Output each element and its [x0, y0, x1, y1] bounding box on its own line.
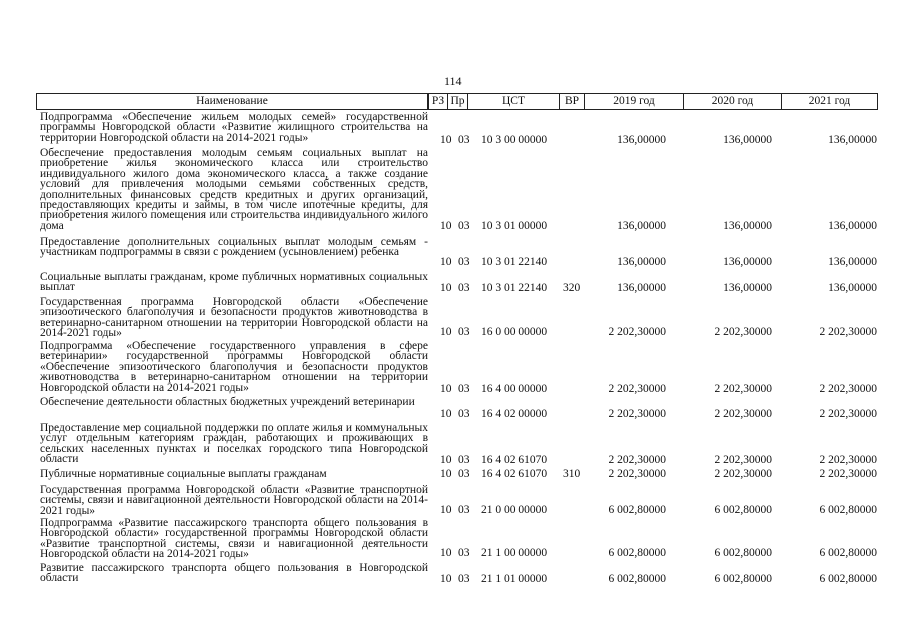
row-value-2019: 2 202,30000	[608, 408, 666, 420]
row-rz: 10	[440, 504, 452, 516]
row-value-2019: 136,00000	[617, 220, 666, 232]
row-name: Предоставление мер социальной поддержки по оплате жилья и коммунальных услуг отдельным категориям граждан, работающих и проживающих в сельских населенных пунктах и поселках городского типа Новгородской области	[40, 422, 428, 466]
row-value-2021: 6 002,80000	[819, 573, 877, 585]
row-value-2021: 136,00000	[828, 282, 877, 294]
row-rz: 10	[440, 326, 452, 338]
row-rz: 10	[440, 220, 452, 232]
row-cst: 21 1 00 00000	[481, 547, 548, 559]
col-header-pr: Пр	[447, 93, 468, 110]
row-vr: 310	[563, 468, 581, 480]
page-number: 114	[444, 74, 462, 88]
row-cst: 21 1 01 00000	[481, 573, 548, 585]
row-pr: 03	[458, 547, 470, 559]
row-value-2021: 136,00000	[828, 134, 877, 146]
row-value-2021: 2 202,30000	[819, 408, 877, 420]
col-header-vr: ВР	[559, 93, 585, 110]
row-rz: 10	[440, 547, 452, 559]
row-cst: 10 3 00 00000	[481, 134, 548, 146]
row-pr: 03	[458, 504, 470, 516]
row-pr: 03	[458, 468, 470, 480]
row-value-2021: 136,00000	[828, 256, 877, 268]
row-value-2020: 2 202,30000	[714, 408, 772, 420]
row-pr: 03	[458, 408, 470, 420]
row-value-2020: 2 202,30000	[714, 468, 772, 480]
row-pr: 03	[458, 326, 470, 338]
row-value-2021: 6 002,80000	[819, 547, 877, 559]
row-rz: 10	[440, 408, 452, 420]
row-pr: 03	[458, 282, 470, 294]
row-value-2020: 6 002,80000	[714, 547, 772, 559]
row-rz: 10	[440, 468, 452, 480]
row-value-2020: 2 202,30000	[714, 326, 772, 338]
row-value-2020: 6 002,80000	[714, 504, 772, 516]
row-pr: 03	[458, 256, 470, 268]
row-cst: 10 3 01 22140	[481, 256, 548, 268]
row-rz: 10	[440, 134, 452, 146]
row-value-2019: 2 202,30000	[608, 326, 666, 338]
row-name: Обеспечение деятельности областных бюджетных учреждений ветеринарии	[40, 396, 415, 408]
col-header-cst: ЦСТ	[467, 93, 560, 110]
row-value-2021: 2 202,30000	[819, 326, 877, 338]
row-pr: 03	[458, 383, 470, 395]
row-cst: 16 4 02 61070	[481, 454, 548, 466]
row-name: Государственная программа Новгородской области «Развитие транспортной системы, связи и навигационной деятельности Новгородской области на 2014-2021 годы»	[40, 484, 428, 517]
row-pr: 03	[458, 220, 470, 232]
row-cst: 16 0 00 00000	[481, 326, 548, 338]
row-name: Подпрограмма «Обеспечение государственного управления в сфере ветеринарии» государственной программы Новгородской области «Обеспечение эпизоотического благополучия и безопасности продуктов животноводства в ветеринарно-санитарном отношении на территории Новгородской области на 2014-2021 годы»	[40, 340, 428, 394]
row-value-2021: 136,00000	[828, 220, 877, 232]
row-value-2019: 2 202,30000	[608, 454, 666, 466]
row-name: Подпрограмма «Развитие пассажирского транспорта общего пользования в Новгородской области» государственной программы Новгородской области «Развитие транспортной системы, связи и навигационной деятельности Новгородской области на 2014-2021 годы»	[40, 517, 428, 561]
row-cst: 16 4 02 00000	[481, 408, 548, 420]
col-header-2019: 2019 год	[584, 93, 684, 110]
row-name: Государственная программа Новгородской области «Обеспечение эпизоотического благополучия и безопасности продуктов животноводства в ветеринарно-санитарном отношении на территории Новгородской области на 2014-2021 годы»	[40, 296, 428, 340]
row-value-2019: 136,00000	[617, 134, 666, 146]
row-value-2020: 2 202,30000	[714, 383, 772, 395]
row-name: Подпрограмма «Обеспечение жильем молодых семей» государственной программы Новгородской области «Развитие жилищного строительства на территории Новгородской области на 2014-2021 годы»	[40, 111, 428, 144]
row-rz: 10	[440, 454, 452, 466]
col-header-2021: 2021 год	[781, 93, 878, 110]
row-value-2019: 6 002,80000	[608, 573, 666, 585]
row-cst: 16 4 02 61070	[481, 468, 548, 480]
row-value-2019: 6 002,80000	[608, 504, 666, 516]
row-rz: 10	[440, 383, 452, 395]
row-value-2021: 2 202,30000	[819, 383, 877, 395]
row-value-2019: 2 202,30000	[608, 383, 666, 395]
row-value-2020: 2 202,30000	[714, 454, 772, 466]
row-cst: 16 4 00 00000	[481, 383, 548, 395]
row-value-2020: 136,00000	[723, 220, 772, 232]
col-header-2020: 2020 год	[683, 93, 782, 110]
col-header-rz: РЗ	[428, 93, 448, 110]
row-rz: 10	[440, 282, 452, 294]
row-cst: 10 3 01 00000	[481, 220, 548, 232]
col-header-name: Наименование	[36, 93, 428, 110]
row-name: Развитие пассажирского транспорта общего пользования в Новгородской области	[40, 562, 428, 585]
row-value-2021: 6 002,80000	[819, 504, 877, 516]
row-name: Публичные нормативные социальные выплаты гражданам	[40, 468, 327, 480]
row-value-2019: 136,00000	[617, 282, 666, 294]
row-value-2021: 2 202,30000	[819, 468, 877, 480]
row-value-2019: 2 202,30000	[608, 468, 666, 480]
row-rz: 10	[440, 256, 452, 268]
row-name: Предоставление дополнительных социальных выплат молодым семьям - участникам подпрограммы в связи с рождением (усыновлением) ребенка	[40, 236, 428, 259]
row-vr: 320	[563, 282, 581, 294]
row-rz: 10	[440, 573, 452, 585]
row-cst: 21 0 00 00000	[481, 504, 548, 516]
row-value-2019: 136,00000	[617, 256, 666, 268]
row-cst: 10 3 01 22140	[481, 282, 548, 294]
row-value-2019: 6 002,80000	[608, 547, 666, 559]
row-value-2021: 2 202,30000	[819, 454, 877, 466]
row-value-2020: 6 002,80000	[714, 573, 772, 585]
row-pr: 03	[458, 454, 470, 466]
row-value-2020: 136,00000	[723, 134, 772, 146]
row-name: Социальные выплаты гражданам, кроме публичных нормативных социальных выплат	[40, 271, 428, 294]
row-pr: 03	[458, 134, 470, 146]
row-value-2020: 136,00000	[723, 282, 772, 294]
row-pr: 03	[458, 573, 470, 585]
row-value-2020: 136,00000	[723, 256, 772, 268]
row-name: Обеспечение предоставления молодым семьям социальных выплат на приобретение жилья экономического класса или строительство индивидуального жилого дома экономического класса, а также создание условий для привлечения молодыми семьями собственных средств, дополнительных финансовых средств кредитных и других организаций, предоставляющих кредиты и займы, в том числе ипотечные кредиты, для приобретения жилого помещения или строительства индивидуального жилого дома	[40, 147, 428, 232]
